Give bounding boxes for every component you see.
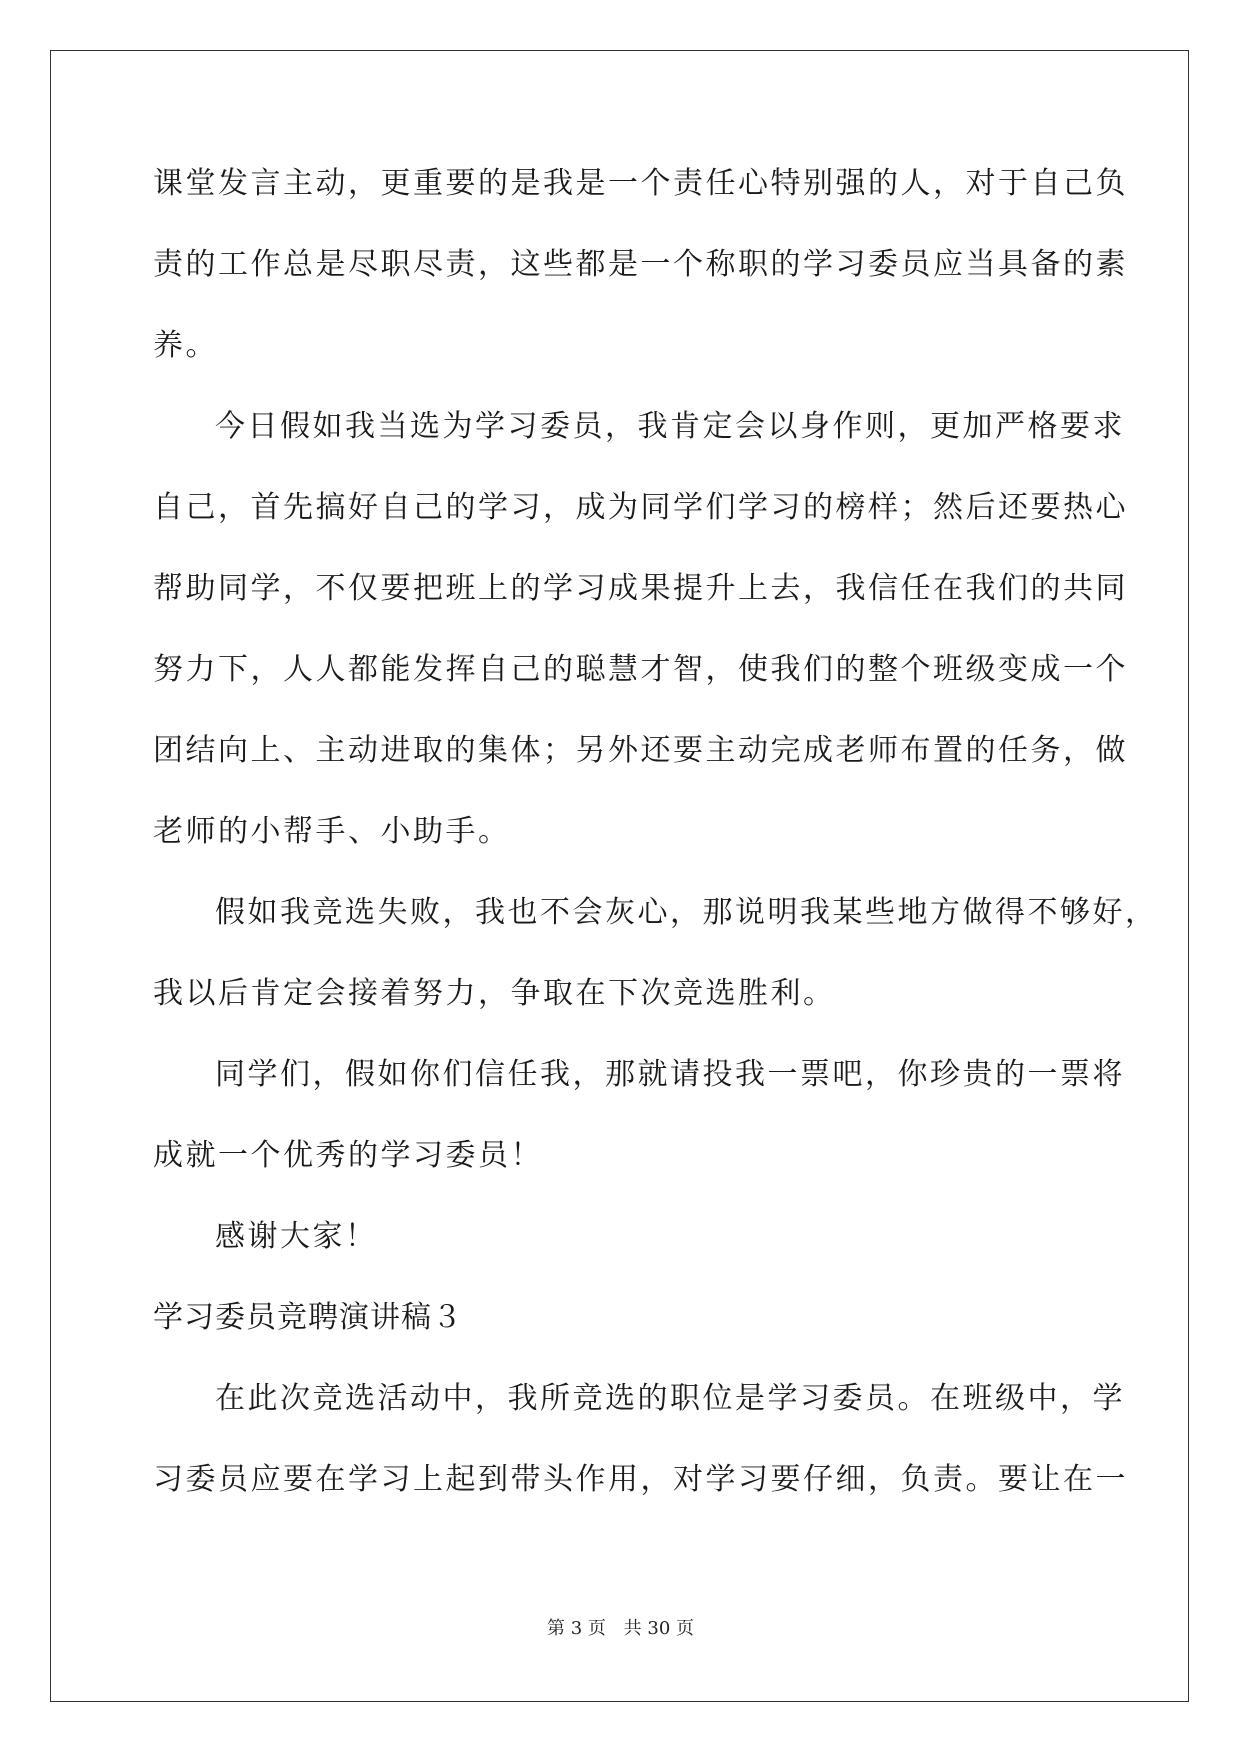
text-line: 自己，首先搞好自己的学习，成为同学们学习的榜样；然后还要热心 xyxy=(153,490,1128,525)
section-heading: 学习委员竞聘演讲稿３ xyxy=(153,1300,463,1335)
text-line: 在此次竞选活动中，我所竞选的职位是学习委员。在班级中，学 xyxy=(215,1381,1125,1416)
page-number: 第 3 页 xyxy=(547,1618,606,1639)
text-line: 假如我竞选失败，我也不会灰心，那说明我某些地方做得不够好， xyxy=(215,895,1158,930)
text-line: 习委员应要在学习上起到带头作用，对学习要仔细，负责。要让在一 xyxy=(153,1462,1128,1497)
text-line: 团结向上、主动进取的集体；另外还要主动完成老师布置的任务，做 xyxy=(153,733,1128,768)
text-line: 今日假如我当选为学习委员，我肯定会以身作则，更加严格要求 xyxy=(215,409,1125,444)
text-line: 同学们，假如你们信任我，那就请投我一票吧，你珍贵的一票将 xyxy=(215,1057,1125,1092)
text-line: 责的工作总是尽职尽责，这些都是一个称职的学习委员应当具备的素 xyxy=(153,247,1128,282)
total-pages: 共 30 页 xyxy=(623,1618,694,1639)
text-line: 成就一个优秀的学习委员！ xyxy=(153,1138,543,1173)
text-line: 老师的小帮手、小助手。 xyxy=(153,814,511,849)
text-line: 养。 xyxy=(153,328,218,363)
text-line: 感谢大家！ xyxy=(215,1219,378,1254)
text-line: 帮助同学，不仅要把班上的学习成果提升上去，我信任在我们的共同 xyxy=(153,571,1128,606)
document-body xyxy=(153,160,1158,1537)
text-line: 我以后肯定会接着努力，争取在下次竞选胜利。 xyxy=(153,976,836,1011)
text-line: 努力下，人人都能发挥自己的聪慧才智，使我们的整个班级变成一个 xyxy=(153,652,1128,687)
text-line: 课堂发言主动，更重要的是我是一个责任心特别强的人，对于自己负 xyxy=(153,166,1128,201)
page-footer xyxy=(0,1614,1241,1640)
